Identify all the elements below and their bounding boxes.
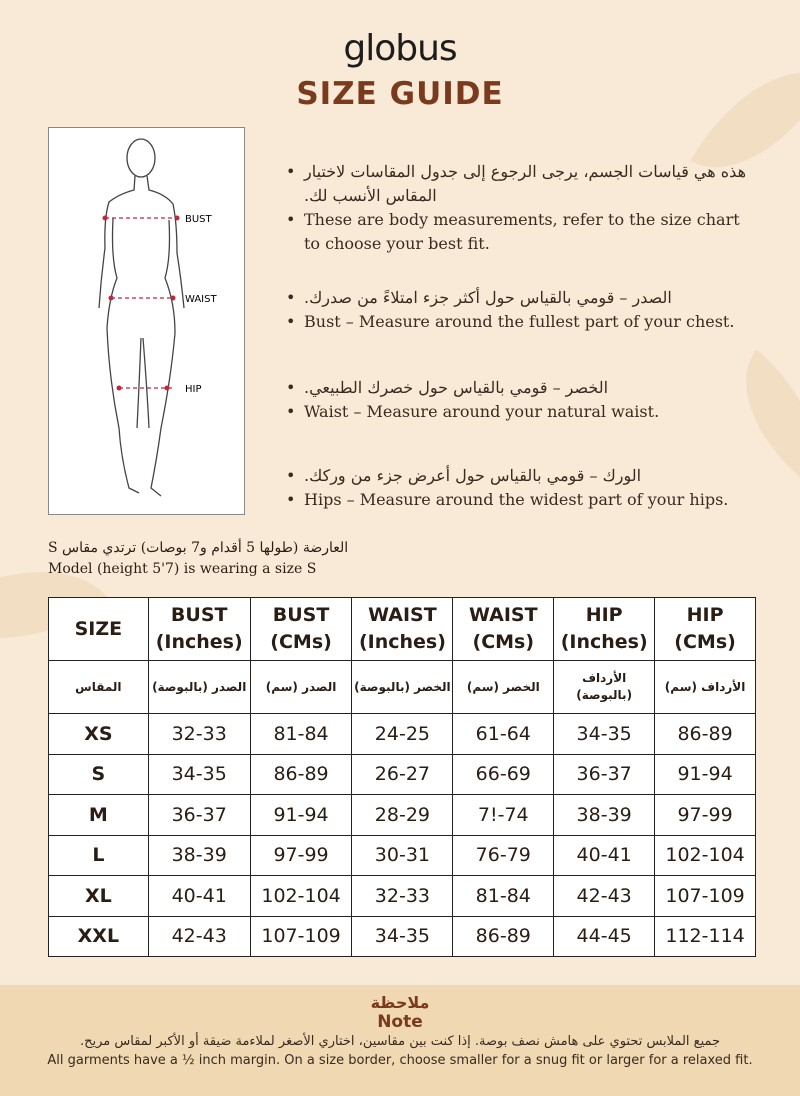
table-cell: 24-25: [352, 714, 453, 755]
table-cell: 34-35: [148, 754, 250, 795]
table-row: [49, 876, 756, 917]
bust-label: BUST: [185, 214, 212, 225]
header-text: HIP: [585, 604, 623, 626]
table-cell: 38-39: [148, 835, 250, 876]
header-text: (Inches): [155, 631, 243, 653]
size-cell: S: [49, 754, 149, 795]
bullet-ar: الخصر – قومي بالقياس حول خصرك الطبيعي.: [304, 378, 609, 397]
column-header: [453, 598, 554, 661]
header-text: BUST: [170, 604, 228, 626]
header-text: HIP: [686, 604, 724, 626]
column-header: [554, 598, 655, 661]
table-cell: 81-84: [250, 714, 352, 755]
note-title-en: Note: [377, 1012, 423, 1032]
table-row: [49, 714, 756, 755]
table-cell: 66-69: [453, 754, 554, 795]
bullet-en: Bust – Measure around the fullest part of your chest.: [304, 312, 735, 331]
column-header-ar: الأرداف (بالبوصة): [554, 661, 655, 714]
table-cell: 42-43: [148, 916, 250, 957]
table-cell: 28-29: [352, 795, 453, 836]
table-cell: 97-99: [655, 795, 756, 836]
table-cell: 7!-74: [453, 795, 554, 836]
table-cell: 86-89: [655, 714, 756, 755]
page-title: SIZE GUIDE: [296, 76, 504, 112]
column-header: [352, 598, 453, 661]
table-cell: 44-45: [554, 916, 655, 957]
header-text: (Inches): [560, 631, 648, 653]
column-header: [250, 598, 352, 661]
table-cell: 36-37: [148, 795, 250, 836]
table-cell: 34-35: [554, 714, 655, 755]
header-text: SIZE: [74, 617, 123, 640]
table-cell: 91-94: [655, 754, 756, 795]
column-header-ar: الأرداف (سم): [655, 661, 756, 714]
table-cell: 32-33: [352, 876, 453, 917]
column-header-ar: الخصر (سم): [453, 661, 554, 714]
size-chart-table: [48, 597, 756, 957]
table-cell: 36-37: [554, 754, 655, 795]
table-cell: 26-27: [352, 754, 453, 795]
size-cell: XS: [49, 714, 149, 755]
column-header-ar: الخصر (بالبوصة): [352, 661, 453, 714]
table-cell: 34-35: [352, 916, 453, 957]
table-cell: 61-64: [453, 714, 554, 755]
bullet-en: Hips – Measure around the widest part of your hips.: [304, 490, 729, 509]
column-header-ar: المقاس: [49, 661, 149, 714]
size-cell: L: [49, 835, 149, 876]
size-cell: XL: [49, 876, 149, 917]
table-cell: 102-104: [250, 876, 352, 917]
header-text: (CMs): [472, 631, 535, 653]
bullet-en: Waist – Measure around your natural waist.: [304, 402, 660, 421]
header-text: (CMs): [270, 631, 332, 653]
note-text-en: All garments have a ½ inch margin. On a size border, choose smaller for a snug fit or larger for a relaxed fit.: [47, 1053, 753, 1068]
table-cell: 97-99: [250, 835, 352, 876]
note-section: [0, 985, 800, 1096]
table-row: [49, 916, 756, 957]
header-text: (Inches): [358, 631, 446, 653]
column-header-ar: الصدر (سم): [250, 661, 352, 714]
note-title-ar: ملاحظة: [370, 993, 430, 1012]
waist-label: WAIST: [185, 294, 217, 305]
bullet-ar: الصدر – قومي بالقياس حول أكثر جزء امتلاءً من صدرك.: [304, 288, 672, 307]
body-measurement-figure: [48, 127, 245, 515]
measurement-instructions: • هذه هي قياسات الجسم، يرجى الرجوع إلى جدول المقاسات لاختيار المقاس الأنسب لك. • These are body measurements, refer to the size chart to choose your best fit. • الصدر – قومي بالقياس حول أكثر جزء امتلاءً من صدرك. • Bust – Measure around the fullest part of your chest. • الخصر – قومي بالقياس حول خصرك الطبيعي. • Waist – Measure around your natural waist. • الورك – قومي بالقياس حول أعرض جزء من وركك. • Hips – Measure around the widest part of your hips.: [286, 160, 756, 542]
table-cell: 30-31: [352, 835, 453, 876]
table-cell: 32-33: [148, 714, 250, 755]
body-silhouette-icon: [49, 128, 246, 516]
table-cell: 40-41: [148, 876, 250, 917]
table-cell: 76-79: [453, 835, 554, 876]
size-cell: XXL: [49, 916, 149, 957]
bullet-ar: هذه هي قياسات الجسم، يرجى الرجوع إلى جدول المقاسات لاختيار المقاس الأنسب لك.: [304, 162, 747, 205]
table-cell: 40-41: [554, 835, 655, 876]
table-cell: 38-39: [554, 795, 655, 836]
column-header-ar: الصدر (بالبوصة): [148, 661, 250, 714]
column-header: [148, 598, 250, 661]
bullet-en: These are body measurements, refer to the size chart to choose your best fit.: [304, 210, 740, 253]
table-cell: 91-94: [250, 795, 352, 836]
table-cell: 42-43: [554, 876, 655, 917]
column-header: [49, 598, 149, 661]
table-cell: 112-114: [655, 916, 756, 957]
model-info-en: Model (height 5'7) is wearing a size S: [48, 561, 317, 577]
column-header: [655, 598, 756, 661]
table-cell: 107-109: [655, 876, 756, 917]
table-row: [49, 754, 756, 795]
header-text: BUST: [272, 604, 330, 626]
header-row: [49, 598, 756, 661]
header-text: (CMs): [674, 631, 736, 653]
model-info-ar: العارضة (طولها 5 أقدام و7 بوصات) ترتدي مقاس S: [48, 540, 349, 556]
header-text: WAIST: [469, 604, 538, 626]
table-row: [49, 795, 756, 836]
table-cell: 102-104: [655, 835, 756, 876]
note-text-ar: جميع الملابس تحتوي على هامش نصف بوصة. إذا كنت بين مقاسين، اختاري الأصغر لملاءمة ضيقة أو الأكبر لمقاس مريح.: [79, 1034, 721, 1049]
hip-label: HIP: [185, 384, 202, 395]
size-cell: M: [49, 795, 149, 836]
table-cell: 107-109: [250, 916, 352, 957]
table-cell: 86-89: [250, 754, 352, 795]
brand-logo: globus: [343, 28, 457, 69]
table-cell: 81-84: [453, 876, 554, 917]
model-info: [48, 538, 348, 580]
table-cell: 86-89: [453, 916, 554, 957]
header-text: WAIST: [368, 604, 437, 626]
table-row: [49, 835, 756, 876]
header-row-arabic: [49, 661, 756, 714]
bullet-ar: الورك – قومي بالقياس حول أعرض جزء من وركك.: [304, 466, 642, 485]
